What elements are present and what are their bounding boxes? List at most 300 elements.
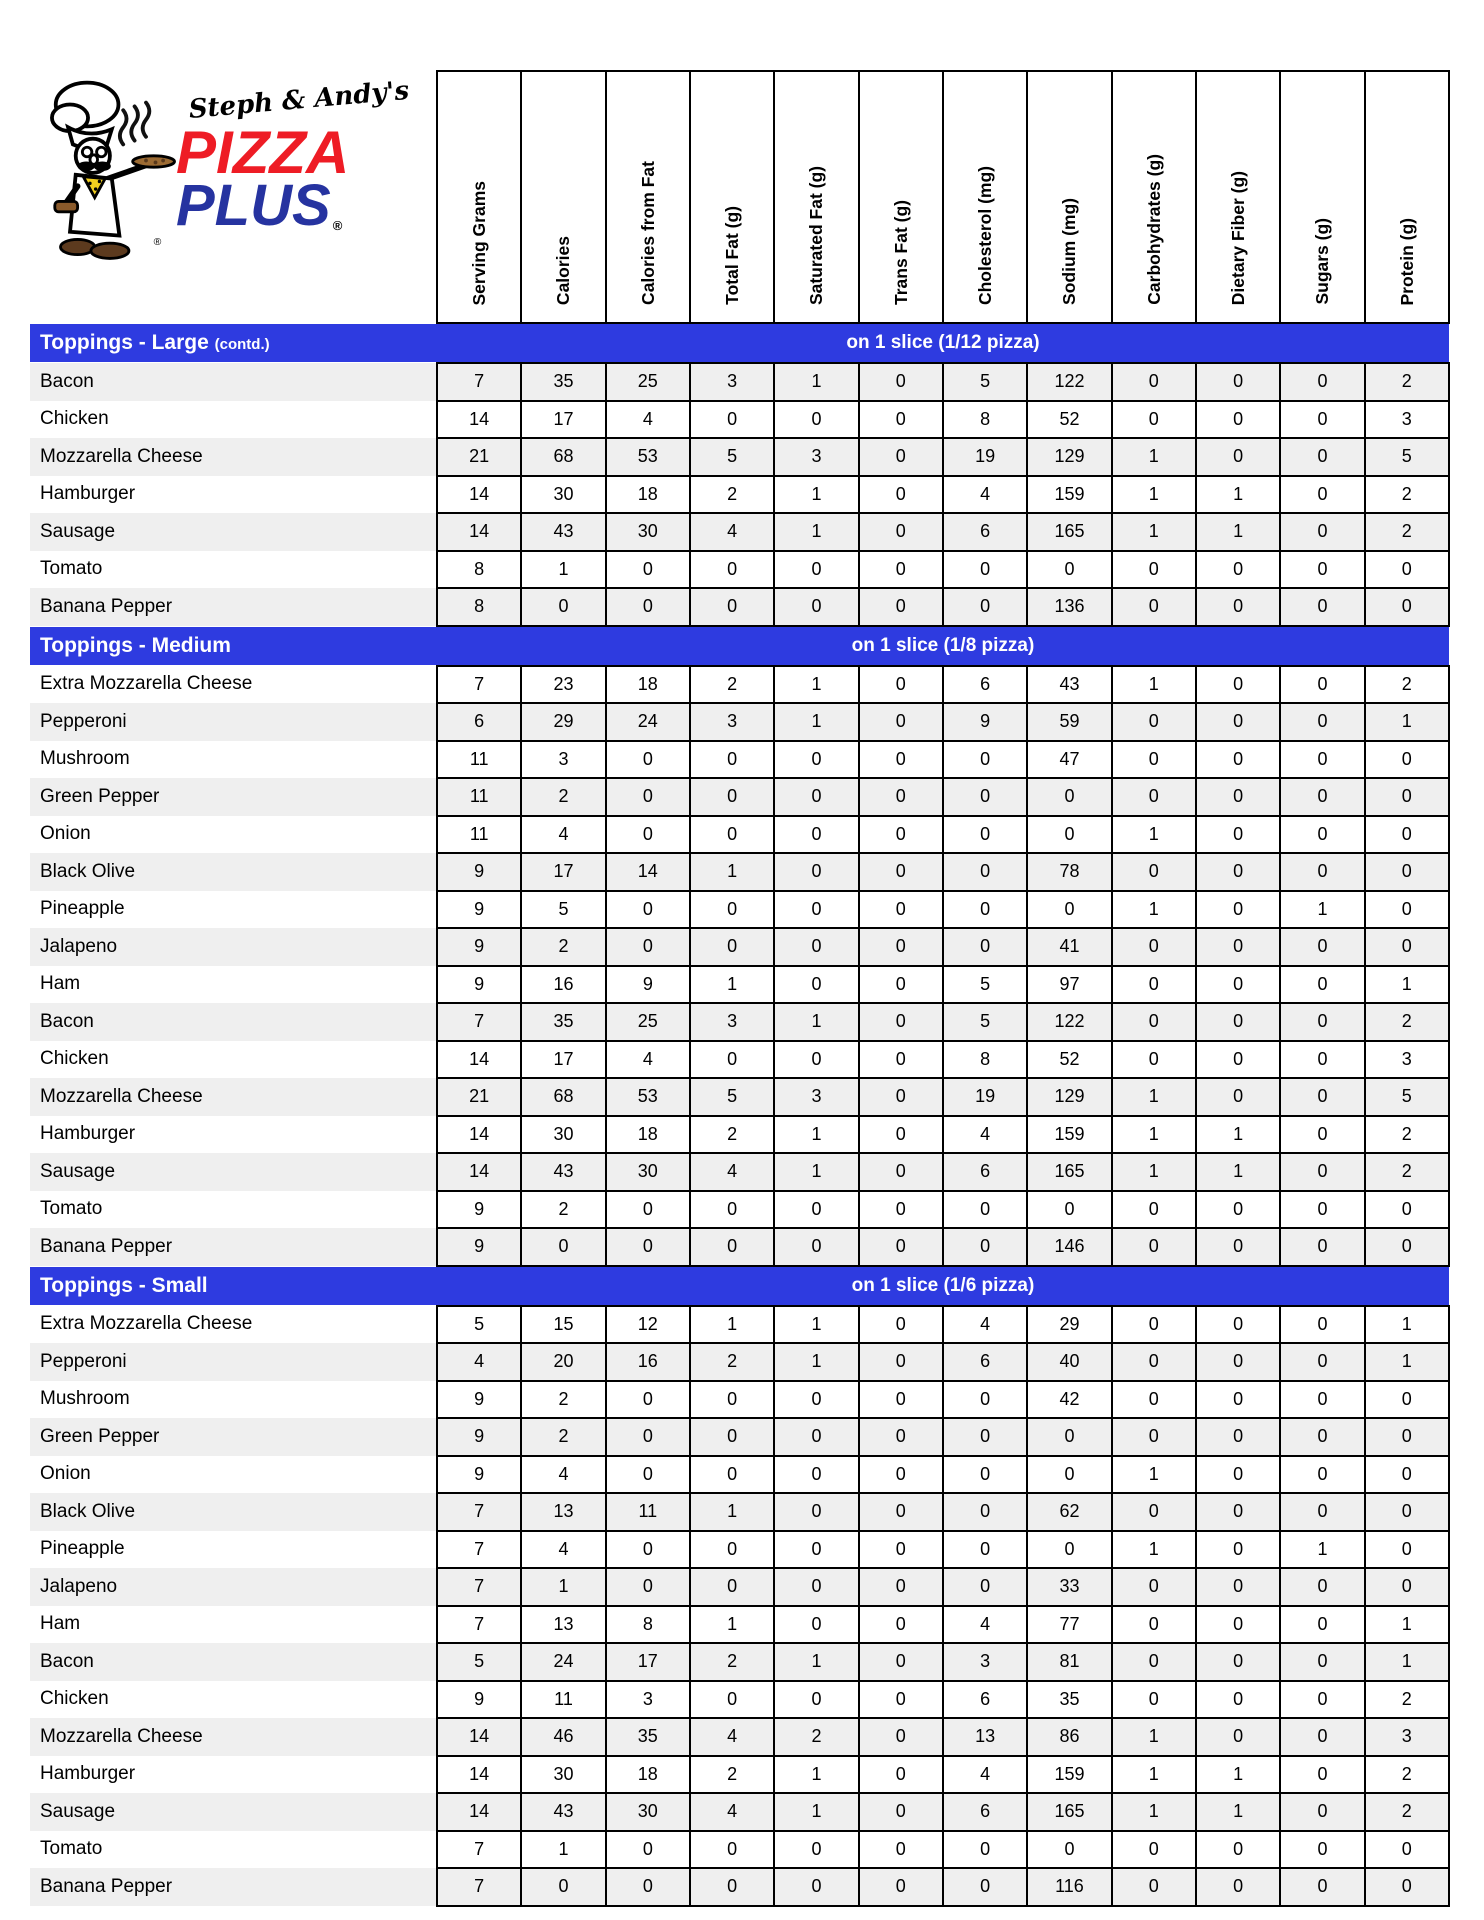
nutrition-cell: 1: [774, 703, 858, 741]
table-row: [30, 513, 1449, 551]
nutrition-cell: 9: [437, 1381, 521, 1419]
nutrition-cell: 0: [1196, 1568, 1280, 1606]
nutrition-cell: 122: [1027, 1003, 1111, 1041]
nutrition-cell: 1: [1280, 891, 1364, 929]
nutrition-cell: 9: [437, 1456, 521, 1494]
table-row: [30, 1343, 1449, 1381]
nutrition-cell: 0: [1112, 588, 1196, 626]
nutrition-cell: 129: [1027, 438, 1111, 476]
nutrition-cell: 0: [1196, 1078, 1280, 1116]
nutrition-cell: 0: [774, 1381, 858, 1419]
nutrition-cell: 5: [943, 1003, 1027, 1041]
nutrition-cell: 2: [690, 1116, 774, 1154]
row-label: Pepperoni: [30, 1343, 437, 1381]
row-label: Chicken: [40, 1688, 109, 1710]
nutrition-cell: 0: [1196, 363, 1280, 401]
nutrition-cell: 0: [1365, 891, 1449, 929]
nutrition-cell: 0: [1196, 588, 1280, 626]
nutrition-cell: 0: [859, 1531, 943, 1569]
nutrition-cell: 0: [690, 891, 774, 929]
column-header: [1280, 71, 1364, 323]
nutrition-cell: 11: [437, 741, 521, 779]
nutrition-cell: 0: [859, 1456, 943, 1494]
nutrition-cell: 5: [690, 1078, 774, 1116]
nutrition-cell: 0: [774, 1868, 858, 1906]
nutrition-cell: 0: [1112, 1381, 1196, 1419]
column-header-label: Calories from Fat: [637, 161, 658, 305]
nutrition-cell: 0: [1196, 1681, 1280, 1719]
nutrition-cell: 19: [943, 438, 1027, 476]
row-label: Hamburger: [40, 1763, 136, 1785]
nutrition-cell: 0: [1112, 1418, 1196, 1456]
nutrition-cell: 23: [521, 666, 605, 704]
nutrition-cell: 1: [1112, 1718, 1196, 1756]
nutrition-cell: 11: [437, 778, 521, 816]
table-row: [30, 1568, 1449, 1606]
nutrition-cell: 0: [1365, 1568, 1449, 1606]
section-band: [30, 323, 1449, 363]
nutrition-cell: 0: [774, 1191, 858, 1229]
table-row: [30, 928, 1449, 966]
nutrition-cell: 30: [606, 1153, 690, 1191]
nutrition-cell: 0: [606, 1191, 690, 1229]
nutrition-cell: 159: [1027, 476, 1111, 514]
nutrition-cell: 159: [1027, 1116, 1111, 1154]
logo-word-plus: PLUS: [176, 173, 331, 239]
nutrition-cell: 43: [521, 513, 605, 551]
section-toppings-large: [30, 323, 1449, 626]
section-band-row: [30, 626, 1449, 666]
nutrition-cell: 0: [1112, 1493, 1196, 1531]
nutrition-cell: 53: [606, 438, 690, 476]
nutrition-cell: 0: [774, 401, 858, 439]
nutrition-cell: 0: [943, 891, 1027, 929]
nutrition-cell: 30: [606, 513, 690, 551]
nutrition-cell: 0: [774, 853, 858, 891]
table-row: [30, 891, 1449, 929]
nutrition-cell: 0: [1280, 588, 1364, 626]
nutrition-cell: 1: [774, 476, 858, 514]
nutrition-cell: 0: [1365, 1456, 1449, 1494]
nutrition-cell: 0: [1196, 1381, 1280, 1419]
nutrition-cell: 4: [690, 1793, 774, 1831]
nutrition-cell: 0: [774, 1831, 858, 1869]
nutrition-cell: 0: [1365, 778, 1449, 816]
nutrition-cell: 0: [1280, 1116, 1364, 1154]
nutrition-cell: 0: [1280, 966, 1364, 1004]
row-label: Tomato: [40, 558, 103, 580]
nutrition-cell: 0: [1112, 1306, 1196, 1344]
nutrition-cell: 0: [859, 1418, 943, 1456]
nutrition-cell: 3: [690, 363, 774, 401]
column-header-label: Carbohydrates (g): [1143, 154, 1164, 305]
nutrition-cell: 17: [606, 1643, 690, 1681]
chef-icon: [32, 73, 184, 269]
nutrition-cell: 0: [774, 588, 858, 626]
row-label: Bacon: [30, 1003, 437, 1041]
nutrition-cell: 0: [1280, 476, 1364, 514]
nutrition-cell: 46: [521, 1718, 605, 1756]
nutrition-cell: 0: [859, 1116, 943, 1154]
nutrition-cell: 0: [1365, 1381, 1449, 1419]
nutrition-cell: 0: [1365, 1831, 1449, 1869]
nutrition-cell: 1: [774, 1793, 858, 1831]
row-label: Mozzarella Cheese: [30, 1078, 437, 1116]
nutrition-cell: 8: [606, 1606, 690, 1644]
row-label: Black Olive: [30, 1493, 437, 1531]
row-label: Tomato: [40, 1198, 103, 1220]
nutrition-cell: 1: [1365, 1643, 1449, 1681]
nutrition-cell: 1: [774, 1153, 858, 1191]
row-label: Black Olive: [30, 853, 437, 891]
nutrition-cell: 3: [1365, 1041, 1449, 1079]
nutrition-cell: 0: [1280, 1793, 1364, 1831]
nutrition-cell: 1: [774, 513, 858, 551]
nutrition-cell: 0: [690, 1831, 774, 1869]
nutrition-cell: 1: [1112, 438, 1196, 476]
nutrition-cell: 0: [774, 1606, 858, 1644]
section-toppings-small: [30, 1266, 1449, 1906]
nutrition-cell: 0: [1196, 1003, 1280, 1041]
nutrition-cell: 97: [1027, 966, 1111, 1004]
nutrition-cell: 0: [1280, 741, 1364, 779]
nutrition-cell: 0: [1280, 1568, 1364, 1606]
nutrition-cell: 19: [943, 1078, 1027, 1116]
table-row: [30, 1606, 1449, 1644]
column-header-label: Dietary Fiber (g): [1227, 170, 1248, 305]
nutrition-cell: 9: [943, 703, 1027, 741]
nutrition-cell: 0: [943, 1381, 1027, 1419]
table-row: [30, 1418, 1449, 1456]
column-header: [437, 71, 521, 323]
registered-mark: ®: [332, 218, 343, 234]
nutrition-cell: 1: [774, 1643, 858, 1681]
nutrition-cell: 0: [1112, 1568, 1196, 1606]
nutrition-cell: 0: [859, 1756, 943, 1794]
nutrition-cell: 0: [606, 1418, 690, 1456]
nutrition-cell: 0: [606, 1381, 690, 1419]
nutrition-cell: 1: [1365, 1306, 1449, 1344]
nutrition-cell: 0: [690, 1418, 774, 1456]
nutrition-cell: 0: [606, 891, 690, 929]
nutrition-cell: 0: [1280, 703, 1364, 741]
nutrition-cell: 0: [859, 476, 943, 514]
nutrition-cell: 43: [1027, 666, 1111, 704]
nutrition-cell: 0: [1365, 928, 1449, 966]
nutrition-cell: 0: [859, 816, 943, 854]
nutrition-cell: 165: [1027, 513, 1111, 551]
nutrition-cell: 2: [521, 928, 605, 966]
nutrition-cell: 30: [521, 1116, 605, 1154]
nutrition-cell: 5: [690, 438, 774, 476]
nutrition-cell: 13: [943, 1718, 1027, 1756]
nutrition-cell: 7: [437, 363, 521, 401]
row-label: Pepperoni: [30, 703, 437, 741]
nutrition-cell: 0: [690, 778, 774, 816]
nutrition-cell: 0: [1112, 401, 1196, 439]
nutrition-cell: 7: [437, 1606, 521, 1644]
nutrition-cell: 1: [1112, 666, 1196, 704]
nutrition-cell: 86: [1027, 1718, 1111, 1756]
nutrition-cell: 0: [859, 1493, 943, 1531]
nutrition-cell: 7: [437, 1831, 521, 1869]
nutrition-cell: 0: [1112, 1343, 1196, 1381]
table-row: [30, 1381, 1449, 1419]
nutrition-cell: 3: [690, 1003, 774, 1041]
table-row: [30, 363, 1449, 401]
nutrition-cell: 0: [1112, 928, 1196, 966]
table-row: [30, 778, 1449, 816]
nutrition-cell: 146: [1027, 1228, 1111, 1266]
nutrition-cell: 0: [774, 966, 858, 1004]
nutrition-cell: 0: [859, 778, 943, 816]
nutrition-cell: 0: [1027, 1831, 1111, 1869]
row-label: Onion: [40, 823, 91, 845]
nutrition-cell: 0: [1280, 401, 1364, 439]
nutrition-cell: 4: [943, 1606, 1027, 1644]
nutrition-cell: 0: [859, 666, 943, 704]
nutrition-cell: 6: [943, 1793, 1027, 1831]
nutrition-cell: 1: [1365, 966, 1449, 1004]
nutrition-cell: 2: [1365, 363, 1449, 401]
nutrition-cell: 24: [521, 1643, 605, 1681]
nutrition-cell: 0: [774, 1418, 858, 1456]
nutrition-cell: 0: [1280, 928, 1364, 966]
nutrition-cell: 77: [1027, 1606, 1111, 1644]
nutrition-cell: 1: [690, 853, 774, 891]
nutrition-cell: 40: [1027, 1343, 1111, 1381]
row-label: Jalapeno: [30, 1568, 437, 1606]
column-header: [521, 71, 605, 323]
nutrition-cell: 0: [1027, 551, 1111, 589]
nutrition-cell: 0: [1196, 1343, 1280, 1381]
nutrition-cell: 4: [690, 1718, 774, 1756]
nutrition-cell: 0: [943, 853, 1027, 891]
nutrition-cell: 11: [437, 816, 521, 854]
logo-script-text: Steph & Andy's: [187, 75, 411, 125]
nutrition-cell: 2: [521, 1191, 605, 1229]
row-label: Extra Mozzarella Cheese: [40, 673, 253, 695]
nutrition-cell: 159: [1027, 1756, 1111, 1794]
nutrition-cell: 4: [521, 816, 605, 854]
nutrition-cell: 11: [521, 1681, 605, 1719]
nutrition-cell: 0: [1112, 1868, 1196, 1906]
nutrition-cell: 2: [690, 666, 774, 704]
nutrition-cell: 21: [437, 1078, 521, 1116]
nutrition-cell: 0: [1280, 438, 1364, 476]
column-header-label: Sodium (mg): [1059, 198, 1080, 305]
column-header: [1112, 71, 1196, 323]
nutrition-cell: 13: [521, 1606, 605, 1644]
nutrition-cell: 7: [437, 1531, 521, 1569]
nutrition-cell: 2: [1365, 513, 1449, 551]
nutrition-cell: 0: [1365, 1531, 1449, 1569]
row-label: Green Pepper: [30, 778, 437, 816]
table-row: [30, 1531, 1449, 1569]
nutrition-cell: 0: [943, 741, 1027, 779]
nutrition-cell: 0: [774, 1568, 858, 1606]
nutrition-cell: 14: [437, 1718, 521, 1756]
nutrition-cell: 0: [690, 816, 774, 854]
nutrition-cell: 0: [1280, 1003, 1364, 1041]
nutrition-cell: 0: [1365, 1191, 1449, 1229]
section-title-text: Toppings - Large: [40, 331, 209, 354]
column-header: [859, 71, 943, 323]
table-row: [30, 816, 1449, 854]
nutrition-cell: 0: [774, 778, 858, 816]
nutrition-cell: 0: [1196, 551, 1280, 589]
table-row: [30, 1831, 1449, 1869]
nutrition-cell: 24: [606, 703, 690, 741]
table-row: [30, 1456, 1449, 1494]
nutrition-cell: 5: [943, 966, 1027, 1004]
table-row: [30, 1868, 1449, 1906]
column-header-label: Calories: [553, 235, 574, 305]
nutrition-cell: 2: [521, 1381, 605, 1419]
nutrition-cell: 1: [690, 1606, 774, 1644]
nutrition-cell: 3: [943, 1643, 1027, 1681]
section-title-suffix: (contd.): [214, 336, 270, 353]
nutrition-cell: 0: [859, 551, 943, 589]
nutrition-cell: 0: [859, 1718, 943, 1756]
row-label: Banana Pepper: [30, 588, 437, 626]
nutrition-cell: 0: [690, 1568, 774, 1606]
nutrition-cell: 0: [1112, 1606, 1196, 1644]
nutrition-cell: 53: [606, 1078, 690, 1116]
nutrition-cell: 0: [859, 1153, 943, 1191]
nutrition-cell: 0: [690, 1381, 774, 1419]
nutrition-cell: 30: [521, 476, 605, 514]
nutrition-cell: 0: [1196, 1831, 1280, 1869]
nutrition-cell: 9: [437, 1191, 521, 1229]
nutrition-cell: 0: [521, 588, 605, 626]
nutrition-cell: 0: [859, 1343, 943, 1381]
nutrition-cell: 14: [606, 853, 690, 891]
nutrition-cell: 5: [943, 363, 1027, 401]
nutrition-cell: 0: [690, 551, 774, 589]
nutrition-cell: 0: [859, 741, 943, 779]
nutrition-cell: 1: [774, 1003, 858, 1041]
nutrition-cell: 43: [521, 1153, 605, 1191]
nutrition-cell: 0: [859, 1228, 943, 1266]
nutrition-cell: 0: [859, 1003, 943, 1041]
nutrition-cell: 0: [606, 1531, 690, 1569]
nutrition-cell: 3: [1365, 401, 1449, 439]
nutrition-cell: 1: [1196, 1756, 1280, 1794]
nutrition-cell: 1: [1196, 1153, 1280, 1191]
table-row: [30, 666, 1449, 704]
nutrition-cell: 2: [1365, 1756, 1449, 1794]
nutrition-cell: 1: [690, 966, 774, 1004]
nutrition-cell: 2: [1365, 1681, 1449, 1719]
nutrition-cell: 0: [606, 778, 690, 816]
nutrition-cell: 17: [521, 1041, 605, 1079]
nutrition-cell: 0: [1196, 1418, 1280, 1456]
nutrition-cell: 1: [1196, 1116, 1280, 1154]
section-band: [30, 626, 1449, 666]
nutrition-cell: 0: [606, 1228, 690, 1266]
nutrition-cell: 165: [1027, 1153, 1111, 1191]
nutrition-cell: 0: [1112, 703, 1196, 741]
nutrition-cell: 0: [1280, 1418, 1364, 1456]
row-label: Onion: [40, 1463, 91, 1485]
svg-text:®: ®: [153, 237, 162, 249]
nutrition-cell: 30: [521, 1756, 605, 1794]
nutrition-cell: 0: [943, 1831, 1027, 1869]
nutrition-cell: 0: [1280, 1191, 1364, 1229]
table-row: [30, 1153, 1449, 1191]
nutrition-cell: 122: [1027, 363, 1111, 401]
nutrition-cell: 0: [774, 1228, 858, 1266]
nutrition-cell: 2: [690, 1756, 774, 1794]
row-label: Ham: [40, 973, 81, 995]
nutrition-cell: 1: [1112, 1531, 1196, 1569]
nutrition-cell: 0: [1365, 551, 1449, 589]
nutrition-cell: 0: [1112, 741, 1196, 779]
nutrition-cell: 0: [1196, 1228, 1280, 1266]
nutrition-cell: 0: [859, 1041, 943, 1079]
nutrition-cell: 0: [521, 1228, 605, 1266]
nutrition-cell: 0: [606, 741, 690, 779]
nutrition-cell: 1: [774, 1116, 858, 1154]
nutrition-cell: 0: [690, 1041, 774, 1079]
column-header-label: Sugars (g): [1312, 218, 1333, 305]
section-band: [30, 1266, 1449, 1306]
nutrition-cell: 2: [774, 1718, 858, 1756]
nutrition-cell: 0: [1196, 438, 1280, 476]
nutrition-cell: 20: [521, 1343, 605, 1381]
nutrition-cell: 0: [1280, 1306, 1364, 1344]
nutrition-cell: 0: [1112, 966, 1196, 1004]
nutrition-cell: 11: [606, 1493, 690, 1531]
nutrition-cell: 6: [943, 1153, 1027, 1191]
nutrition-cell: 0: [1112, 1228, 1196, 1266]
nutrition-cell: 0: [690, 1228, 774, 1266]
nutrition-table: [30, 70, 1450, 1907]
nutrition-cell: 1: [1365, 703, 1449, 741]
nutrition-cell: 0: [1196, 1306, 1280, 1344]
nutrition-cell: 0: [1280, 778, 1364, 816]
row-label: Hamburger: [40, 1123, 136, 1145]
nutrition-cell: 0: [1196, 816, 1280, 854]
nutrition-cell: 165: [1027, 1793, 1111, 1831]
nutrition-cell: 0: [690, 1868, 774, 1906]
nutrition-cell: 43: [521, 1793, 605, 1831]
nutrition-cell: 0: [1280, 1228, 1364, 1266]
nutrition-cell: 1: [1112, 816, 1196, 854]
table-row: [30, 401, 1449, 439]
row-label: Mushroom: [40, 1388, 130, 1410]
nutrition-cell: 3: [774, 438, 858, 476]
nutrition-cell: 0: [774, 1456, 858, 1494]
nutrition-cell: 0: [1196, 1493, 1280, 1531]
table-row: [30, 703, 1449, 741]
nutrition-cell: 0: [1196, 1643, 1280, 1681]
column-header-label: Cholesterol (mg): [974, 165, 995, 305]
row-label: Chicken: [40, 408, 109, 430]
nutrition-cell: 81: [1027, 1643, 1111, 1681]
nutrition-cell: 0: [1196, 666, 1280, 704]
nutrition-cell: 0: [1112, 1681, 1196, 1719]
logo-cell: [30, 71, 437, 323]
nutrition-cell: 12: [606, 1306, 690, 1344]
nutrition-cell: 1: [521, 1831, 605, 1869]
nutrition-cell: 41: [1027, 928, 1111, 966]
nutrition-cell: 0: [859, 1793, 943, 1831]
table-row: [30, 551, 1449, 589]
nutrition-cell: 0: [1196, 1531, 1280, 1569]
row-label: Bacon: [30, 1643, 437, 1681]
